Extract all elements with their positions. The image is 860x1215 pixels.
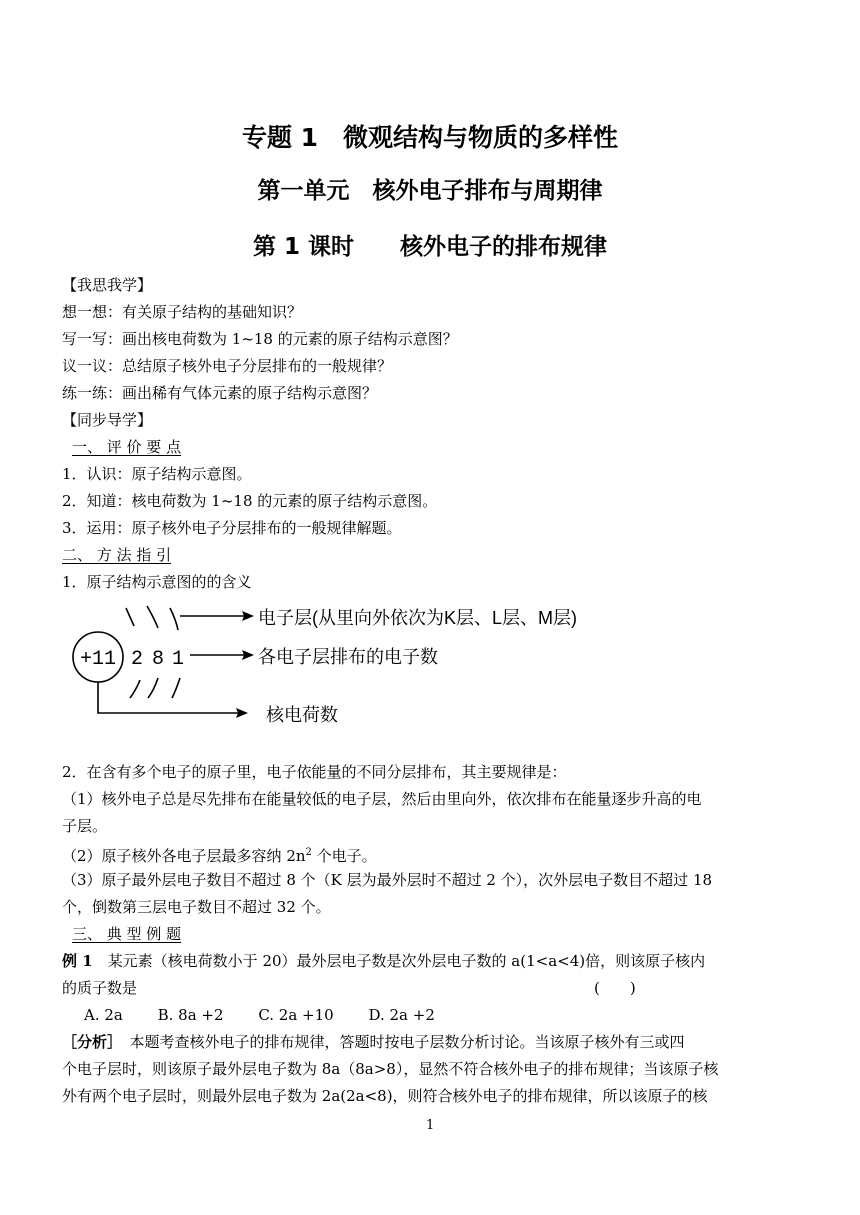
- analysis-text-1: 本题考查核外电子的排布规律，答题时按电子层数分析讨论。当该原子核外有三或四: [114, 1033, 685, 1051]
- label-electron-counts: 各电子层排布的电子数: [258, 647, 438, 667]
- nucleus-charge: +11: [79, 648, 117, 671]
- example-options: A. 2a B. 8a +2 C. 2a +10 D. 2a +2: [84, 1006, 435, 1024]
- analysis-line-3: 外有两个电子层时，则最外层电子数为 2a(2a<8)，则符合核外电子的排布规律，所以该原子的核: [62, 1087, 708, 1105]
- example-line-2: 的质子数是: [62, 979, 138, 997]
- rule-2: [62, 843, 377, 866]
- guide-header: 【同步导学】: [62, 411, 153, 429]
- part1-item-3: 3．运用：原子核外电子分层排布的一般规律解题。: [62, 519, 402, 537]
- think-line-3: 议一议：总结原子核外电子分层排布的一般规律？: [62, 357, 393, 375]
- shell-arc-bot-2: [148, 678, 158, 698]
- shell-arc-top-3: [170, 608, 178, 630]
- part3-title: 三、 典 型 例 题: [72, 925, 182, 943]
- rules-intro: 2．在含有多个电子的原子里，电子依能量的不同分层排布，其主要规律是：: [62, 763, 567, 781]
- unit-title: 第一单元 核外电子排布与周期律: [257, 178, 603, 204]
- example-line-1: [62, 951, 705, 971]
- part2-title: 二、 方 法 指 引: [62, 546, 172, 564]
- shell-arc-bot-3: [172, 678, 180, 698]
- shell-arc-top-1: [126, 608, 134, 626]
- analysis-label: ［分析］: [62, 1033, 115, 1051]
- rule-2-text: （2）原子核外各电子层最多容纳 2n: [62, 847, 306, 865]
- think-header: 【我思我学】: [62, 276, 153, 294]
- rule-3b: 个，倒数第三层电子数目不超过 32 个。: [62, 898, 331, 916]
- think-line-2: 写一写：画出核电荷数为 1~18 的元素的原子结构示意图？: [62, 330, 458, 348]
- shell-arc-top-2: [147, 606, 158, 628]
- rule-3a: （3）原子最外层电子数目不超过 8 个（K 层为最外层时不超过 2 个），次外层电子数目不超过 18: [62, 871, 713, 889]
- page-number: 1: [426, 1118, 435, 1133]
- think-line-4: 练一练：画出稀有气体元素的原子结构示意图？: [62, 384, 378, 402]
- shell-arc-bot-1: [130, 680, 140, 698]
- part2-sub1: 1．原子结构示意图的的含义: [62, 573, 252, 591]
- analysis-line-2: 个电子层时，则该原子最外层电子数为 8a（8a>8），显然不符合核外电子的排布规律；当该原子核: [62, 1060, 719, 1078]
- think-line-1: 想一想：有关原子结构的基础知识？: [62, 303, 303, 321]
- rule-1b: 子层。: [62, 817, 108, 835]
- electron-count-k: 2: [130, 648, 144, 671]
- lesson-title: 第 1 课时 核外电子的排布规律: [252, 234, 608, 260]
- rule-2-text-end: 个电子。: [311, 847, 377, 865]
- rule-2-exponent: 2: [305, 847, 312, 858]
- label-nuclear-charge: 核电荷数: [266, 705, 338, 725]
- example-label: 例 1: [62, 952, 93, 970]
- example-text-1: 某元素（核电荷数小于 20）最外层电子数是次外层电子数的 a(1<a<4)倍，则该原子核内: [92, 952, 706, 970]
- part1-item-1: 1．认识：原子结构示意图。: [62, 465, 252, 483]
- answer-paren: ( ): [594, 979, 636, 997]
- main-title: 专题 1 微观结构与物质的多样性: [241, 123, 619, 152]
- rule-1a: （1）核外电子总是尽先排布在能量较低的电子层，然后由里向外，依次排布在能量逐步升高的电: [62, 790, 702, 808]
- electron-count-m: 1: [171, 648, 185, 671]
- electron-count-l: 8: [151, 648, 165, 671]
- part1-item-2: 2．知道：核电荷数为 1~18 的元素的原子结构示意图。: [62, 492, 438, 510]
- label-electron-layers: 电子层(从里向外依次为K层、L层、M层): [258, 608, 577, 628]
- analysis-line-1: [62, 1032, 685, 1052]
- part1-title: 一、 评 价 要 点: [72, 438, 182, 456]
